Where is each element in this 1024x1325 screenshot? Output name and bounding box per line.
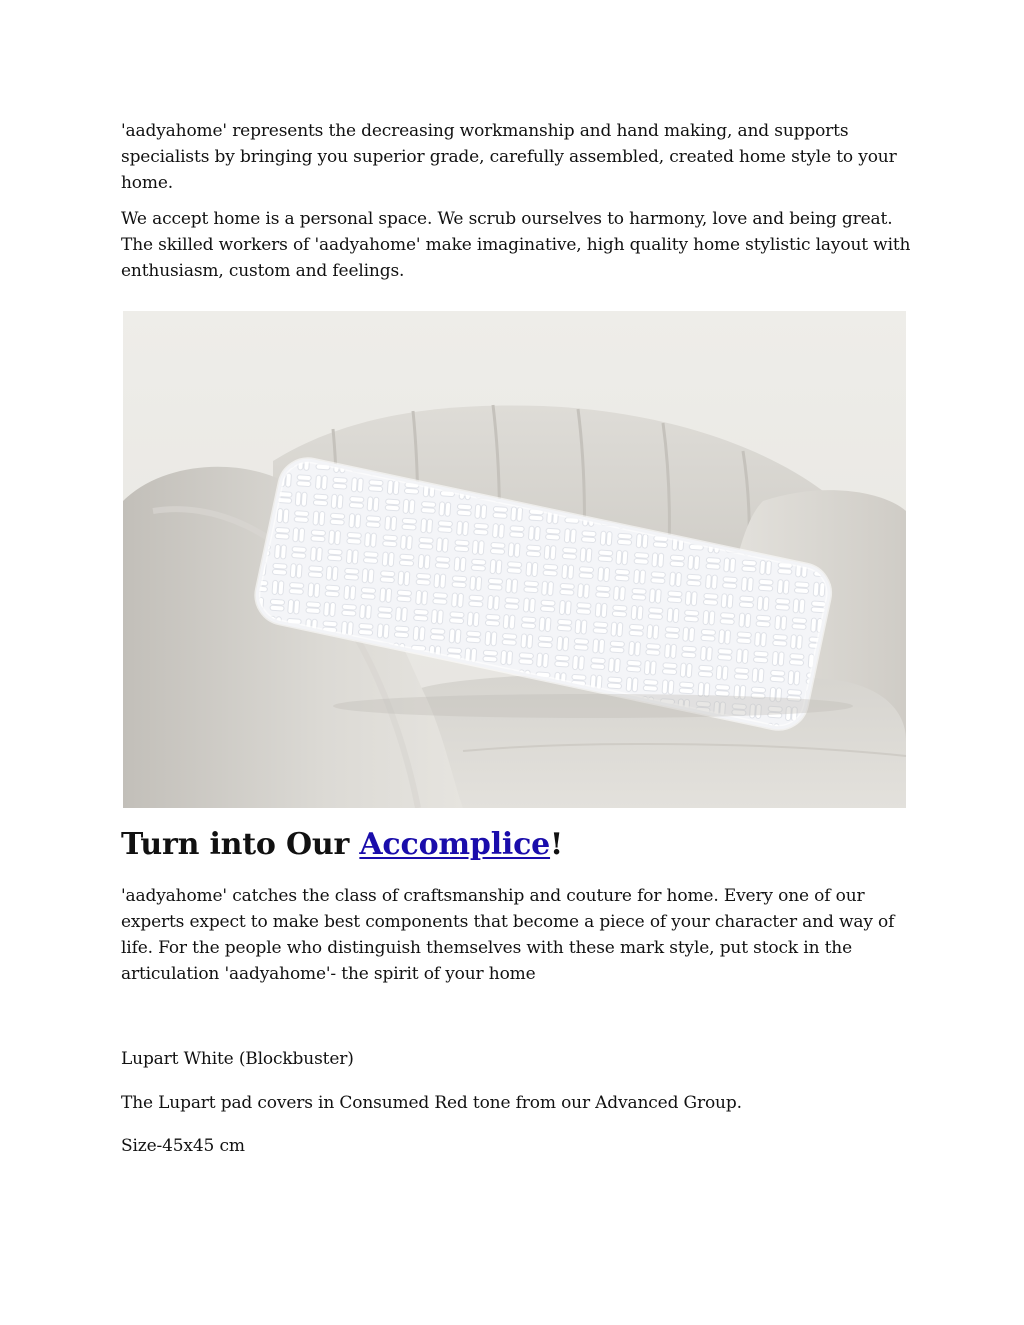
accomplice-link[interactable]: Accomplice xyxy=(359,827,551,862)
product-description: The Lupart pad covers in Consumed Red tone from our Advanced Group. xyxy=(121,1093,742,1113)
product-size: Size-45x45 cm xyxy=(121,1136,245,1156)
intro-paragraph-2: We accept home is a personal space. We scrub ourselves to harmony, love and being great. The skilled workers of 'aadyahome' make imaginative, high quality home stylistic layout with enthusiasm, custom and feelings. xyxy=(121,209,911,281)
section-paragraph: 'aadyahome' catches the class of craftsmanship and couture for home. Every one of our experts expect to make best components that become a piece of your character and way of life. For the people who distinguish themselves with these mark style, put stock in the articulation 'aadyahome'- the spirit of your home xyxy=(121,886,895,984)
intro-paragraph-1: 'aadyahome' represents the decreasing workmanship and hand making, and supports specialists by bringing you superior grade, carefully assembled, created home style to your home. xyxy=(121,121,897,193)
section-body xyxy=(121,883,911,987)
intro-section xyxy=(121,118,911,284)
product-name: Lupart White (Blockbuster) xyxy=(121,1049,354,1069)
heading-prefix: Turn into Our xyxy=(121,827,360,862)
hero-image xyxy=(123,311,906,808)
section-heading xyxy=(121,822,563,868)
armchair-cushion-illustration xyxy=(123,311,906,808)
heading-suffix: ! xyxy=(550,827,564,862)
